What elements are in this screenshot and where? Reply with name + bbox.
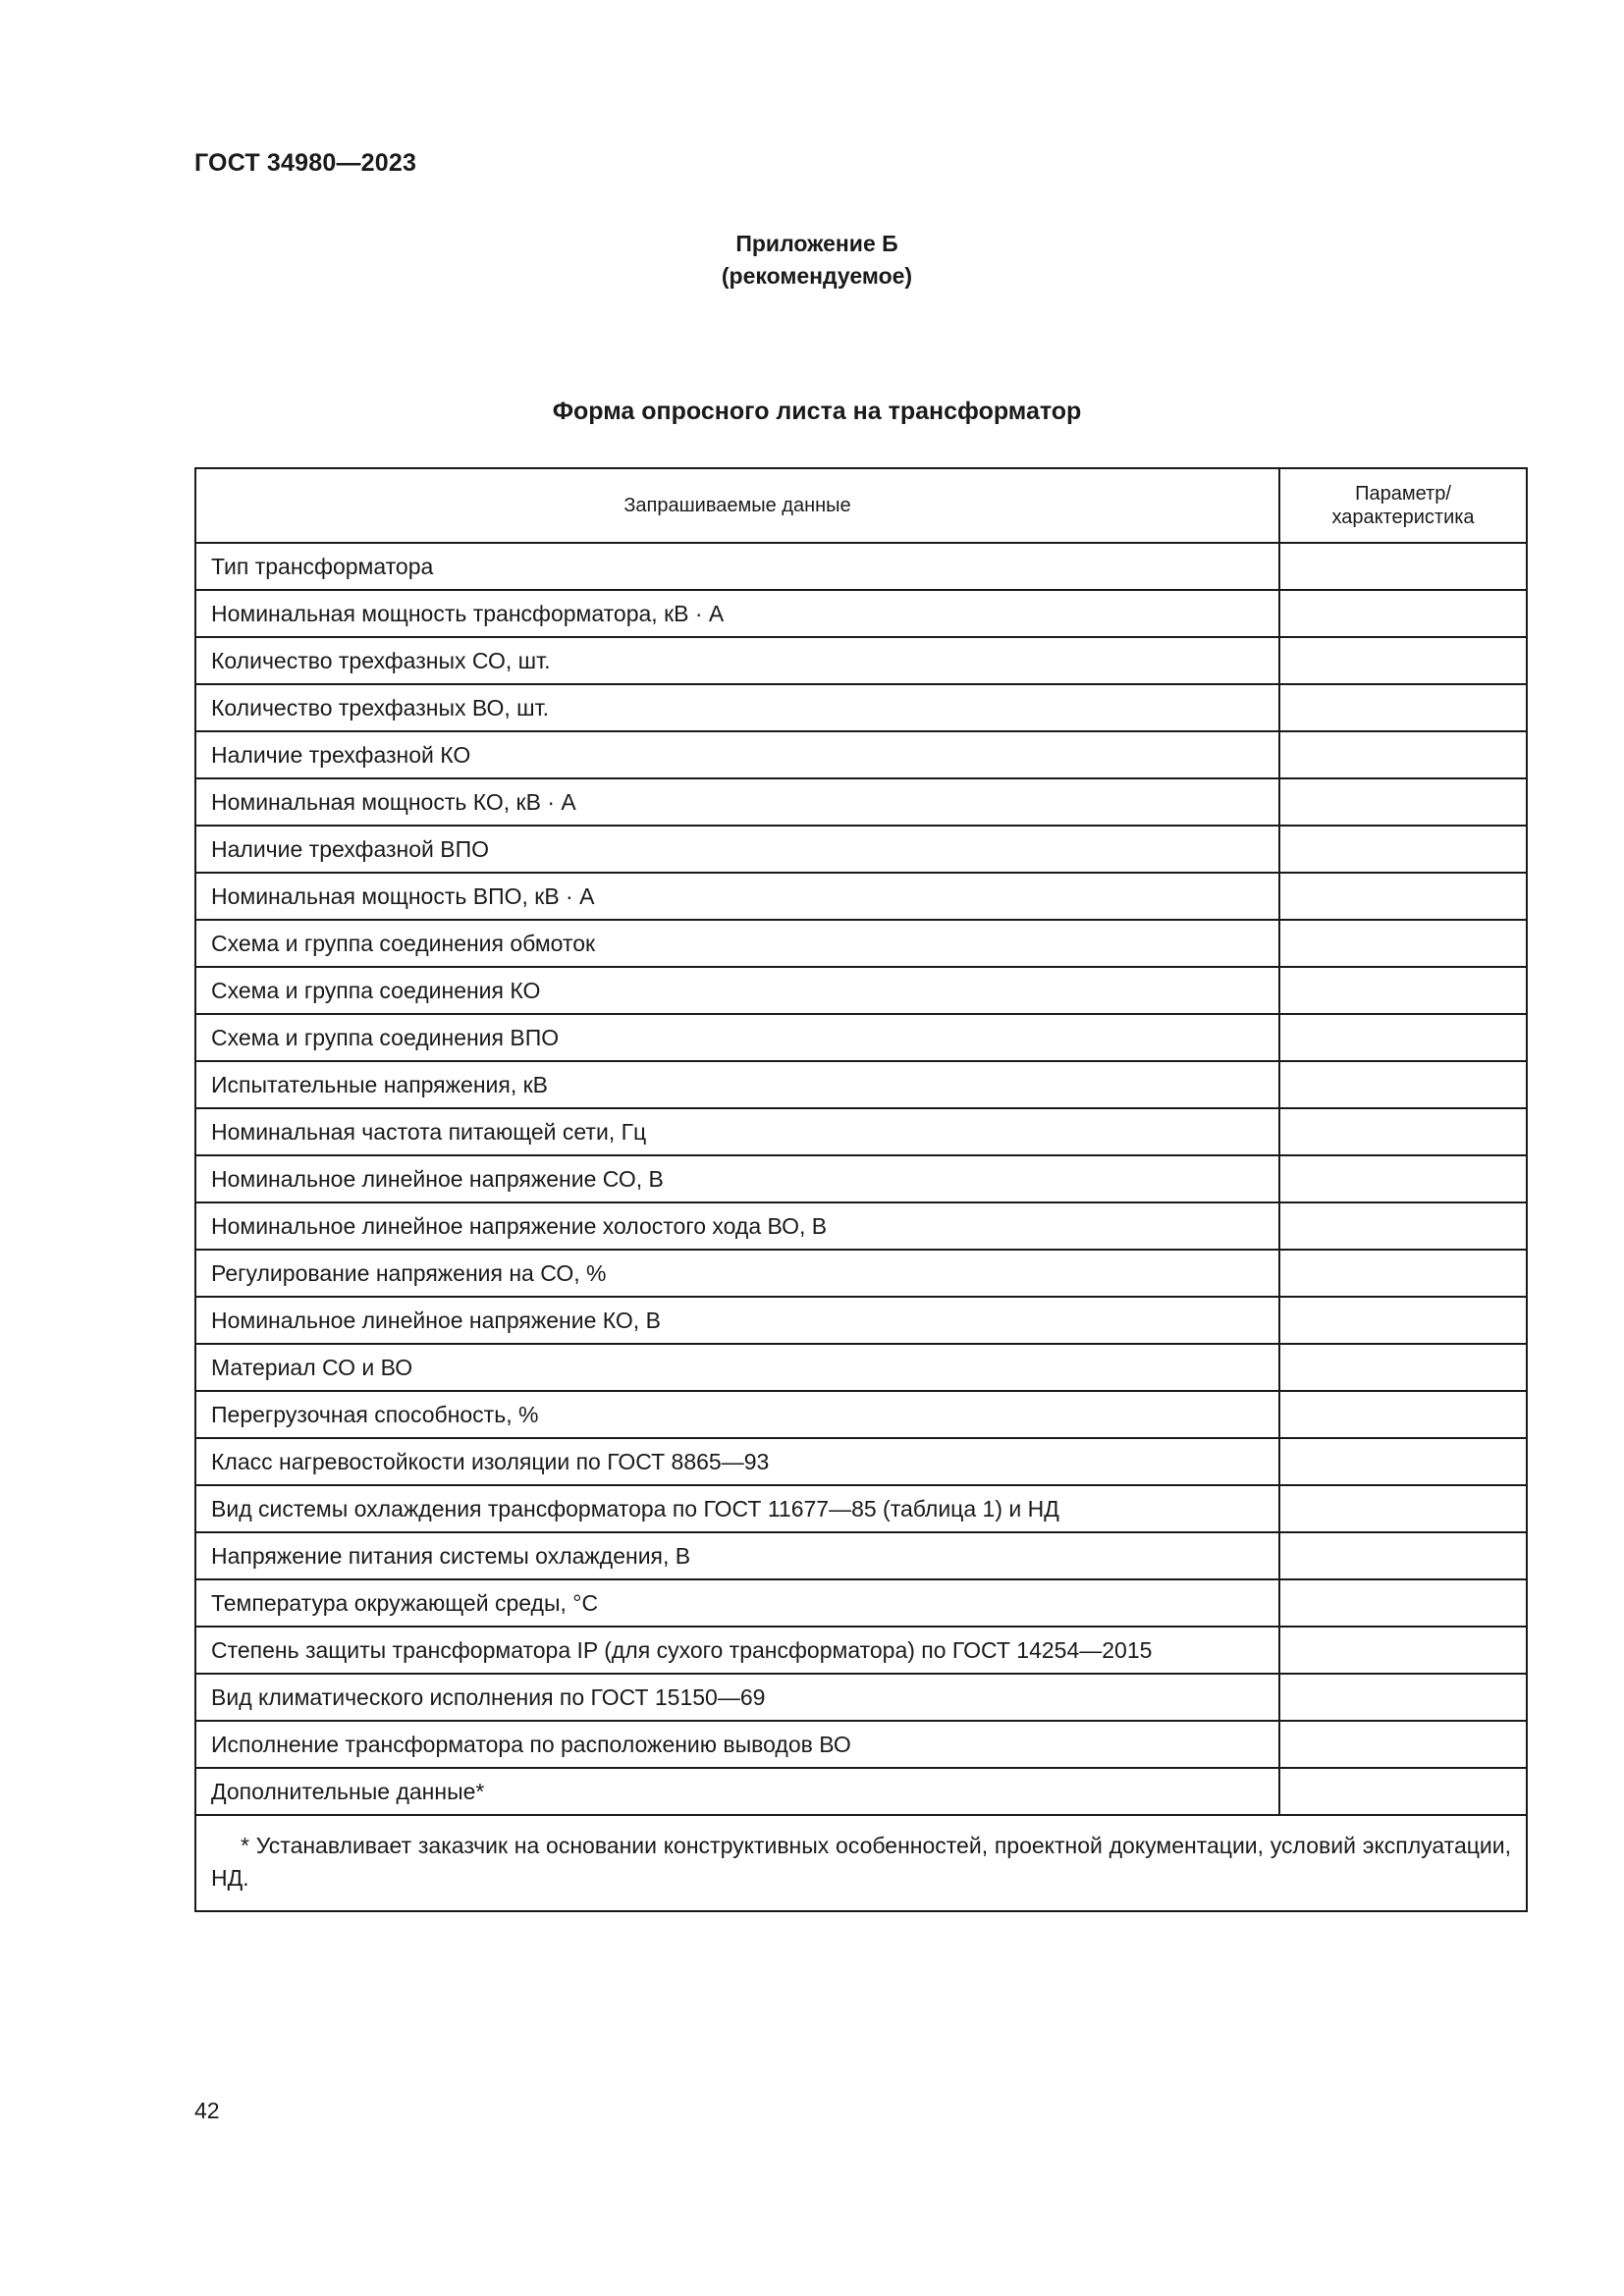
row-value-cell[interactable] bbox=[1279, 1485, 1527, 1532]
row-label: Вид климатического исполнения по ГОСТ 15150—69 bbox=[195, 1674, 1279, 1721]
row-value-cell[interactable] bbox=[1279, 1674, 1527, 1721]
survey-table-body bbox=[195, 543, 1527, 1815]
row-value-cell[interactable] bbox=[1279, 873, 1527, 920]
table-row bbox=[195, 1721, 1527, 1768]
row-label: Схема и группа соединения КО bbox=[195, 967, 1279, 1014]
row-value-cell[interactable] bbox=[1279, 1155, 1527, 1202]
appendix-title: Приложение Б bbox=[735, 231, 898, 256]
table-row bbox=[195, 1344, 1527, 1391]
row-label: Номинальная частота питающей сети, Гц bbox=[195, 1108, 1279, 1155]
footnote: * Устанавливает заказчик на основании конструктивных особенностей, проектной документации, условий эксплуатации, НД. bbox=[195, 1815, 1527, 1911]
header-parameter bbox=[1279, 468, 1527, 543]
table-row bbox=[195, 1297, 1527, 1344]
table-row bbox=[195, 1155, 1527, 1202]
row-value-cell[interactable] bbox=[1279, 1721, 1527, 1768]
table-row bbox=[195, 1014, 1527, 1061]
row-value-cell[interactable] bbox=[1279, 590, 1527, 637]
standard-code: ГОСТ 34980—2023 bbox=[194, 149, 417, 177]
table-row bbox=[195, 873, 1527, 920]
row-value-cell[interactable] bbox=[1279, 1627, 1527, 1674]
row-label: Перегрузочная способность, % bbox=[195, 1391, 1279, 1438]
row-value-cell[interactable] bbox=[1279, 826, 1527, 873]
row-value-cell[interactable] bbox=[1279, 543, 1527, 590]
row-label: Материал СО и ВО bbox=[195, 1344, 1279, 1391]
row-label: Схема и группа соединения ВПО bbox=[195, 1014, 1279, 1061]
form-title: Форма опросного листа на трансформатор bbox=[552, 398, 1082, 425]
table-row bbox=[195, 1438, 1527, 1485]
table-row bbox=[195, 967, 1527, 1014]
table-row bbox=[195, 1250, 1527, 1297]
table-row bbox=[195, 684, 1527, 731]
table-row bbox=[195, 826, 1527, 873]
row-label: Испытательные напряжения, кВ bbox=[195, 1061, 1279, 1108]
table-header-row bbox=[195, 468, 1527, 543]
row-value-cell[interactable] bbox=[1279, 1391, 1527, 1438]
row-label: Номинальное линейное напряжение холостого хода ВО, В bbox=[195, 1202, 1279, 1250]
header-parameter-line2: характеристика bbox=[1331, 507, 1475, 528]
table-row bbox=[195, 778, 1527, 826]
row-label: Напряжение питания системы охлаждения, В bbox=[195, 1532, 1279, 1579]
row-label: Тип трансформатора bbox=[195, 543, 1279, 590]
row-value-cell[interactable] bbox=[1279, 1438, 1527, 1485]
row-value-cell[interactable] bbox=[1279, 1768, 1527, 1815]
table-row bbox=[195, 731, 1527, 778]
table-row bbox=[195, 1768, 1527, 1815]
row-label: Количество трехфазных ВО, шт. bbox=[195, 684, 1279, 731]
row-value-cell[interactable] bbox=[1279, 920, 1527, 967]
row-label: Наличие трехфазной КО bbox=[195, 731, 1279, 778]
table-row bbox=[195, 1061, 1527, 1108]
row-label: Номинальное линейное напряжение КО, В bbox=[195, 1297, 1279, 1344]
row-label: Класс нагревостойкости изоляции по ГОСТ 8865—93 bbox=[195, 1438, 1279, 1485]
row-label: Исполнение трансформатора по расположению выводов ВО bbox=[195, 1721, 1279, 1768]
header-parameter-line1: Параметр/ bbox=[1355, 483, 1451, 505]
table-row bbox=[195, 1391, 1527, 1438]
row-label: Номинальное линейное напряжение СО, В bbox=[195, 1155, 1279, 1202]
table-row bbox=[195, 543, 1527, 590]
page-number: 42 bbox=[194, 2098, 220, 2123]
table-row bbox=[195, 1579, 1527, 1627]
row-label: Номинальная мощность трансформатора, кВ · А bbox=[195, 590, 1279, 637]
header-requested-data: Запрашиваемые данные bbox=[195, 468, 1279, 543]
table-row bbox=[195, 920, 1527, 967]
row-value-cell[interactable] bbox=[1279, 684, 1527, 731]
table-row bbox=[195, 1202, 1527, 1250]
row-value-cell[interactable] bbox=[1279, 778, 1527, 826]
table-row bbox=[195, 1485, 1527, 1532]
row-value-cell[interactable] bbox=[1279, 1061, 1527, 1108]
appendix-status: (рекомендуемое) bbox=[721, 263, 913, 289]
row-value-cell[interactable] bbox=[1279, 637, 1527, 684]
row-value-cell[interactable] bbox=[1279, 1108, 1527, 1155]
row-value-cell[interactable] bbox=[1279, 1532, 1527, 1579]
row-label: Регулирование напряжения на СО, % bbox=[195, 1250, 1279, 1297]
survey-table bbox=[194, 467, 1528, 1912]
row-label: Степень защиты трансформатора IP (для сухого трансформатора) по ГОСТ 14254—2015 bbox=[195, 1627, 1279, 1674]
table-row bbox=[195, 1108, 1527, 1155]
row-label: Количество трехфазных СО, шт. bbox=[195, 637, 1279, 684]
table-row bbox=[195, 637, 1527, 684]
row-value-cell[interactable] bbox=[1279, 1297, 1527, 1344]
table-row bbox=[195, 590, 1527, 637]
table-row bbox=[195, 1627, 1527, 1674]
row-label: Температура окружающей среды, °С bbox=[195, 1579, 1279, 1627]
row-value-cell[interactable] bbox=[1279, 1250, 1527, 1297]
row-label: Номинальная мощность КО, кВ · А bbox=[195, 778, 1279, 826]
row-value-cell[interactable] bbox=[1279, 1579, 1527, 1627]
row-value-cell[interactable] bbox=[1279, 731, 1527, 778]
row-label: Схема и группа соединения обмоток bbox=[195, 920, 1279, 967]
table-row bbox=[195, 1532, 1527, 1579]
row-value-cell[interactable] bbox=[1279, 967, 1527, 1014]
row-value-cell[interactable] bbox=[1279, 1344, 1527, 1391]
row-label: Вид системы охлаждения трансформатора по ГОСТ 11677—85 (таблица 1) и НД bbox=[195, 1485, 1279, 1532]
row-value-cell[interactable] bbox=[1279, 1202, 1527, 1250]
row-value-cell[interactable] bbox=[1279, 1014, 1527, 1061]
appendix-heading bbox=[0, 228, 1624, 293]
table-row bbox=[195, 1674, 1527, 1721]
footnote-row bbox=[195, 1815, 1527, 1911]
row-label: Номинальная мощность ВПО, кВ · А bbox=[195, 873, 1279, 920]
row-label: Дополнительные данные* bbox=[195, 1768, 1279, 1815]
row-label: Наличие трехфазной ВПО bbox=[195, 826, 1279, 873]
